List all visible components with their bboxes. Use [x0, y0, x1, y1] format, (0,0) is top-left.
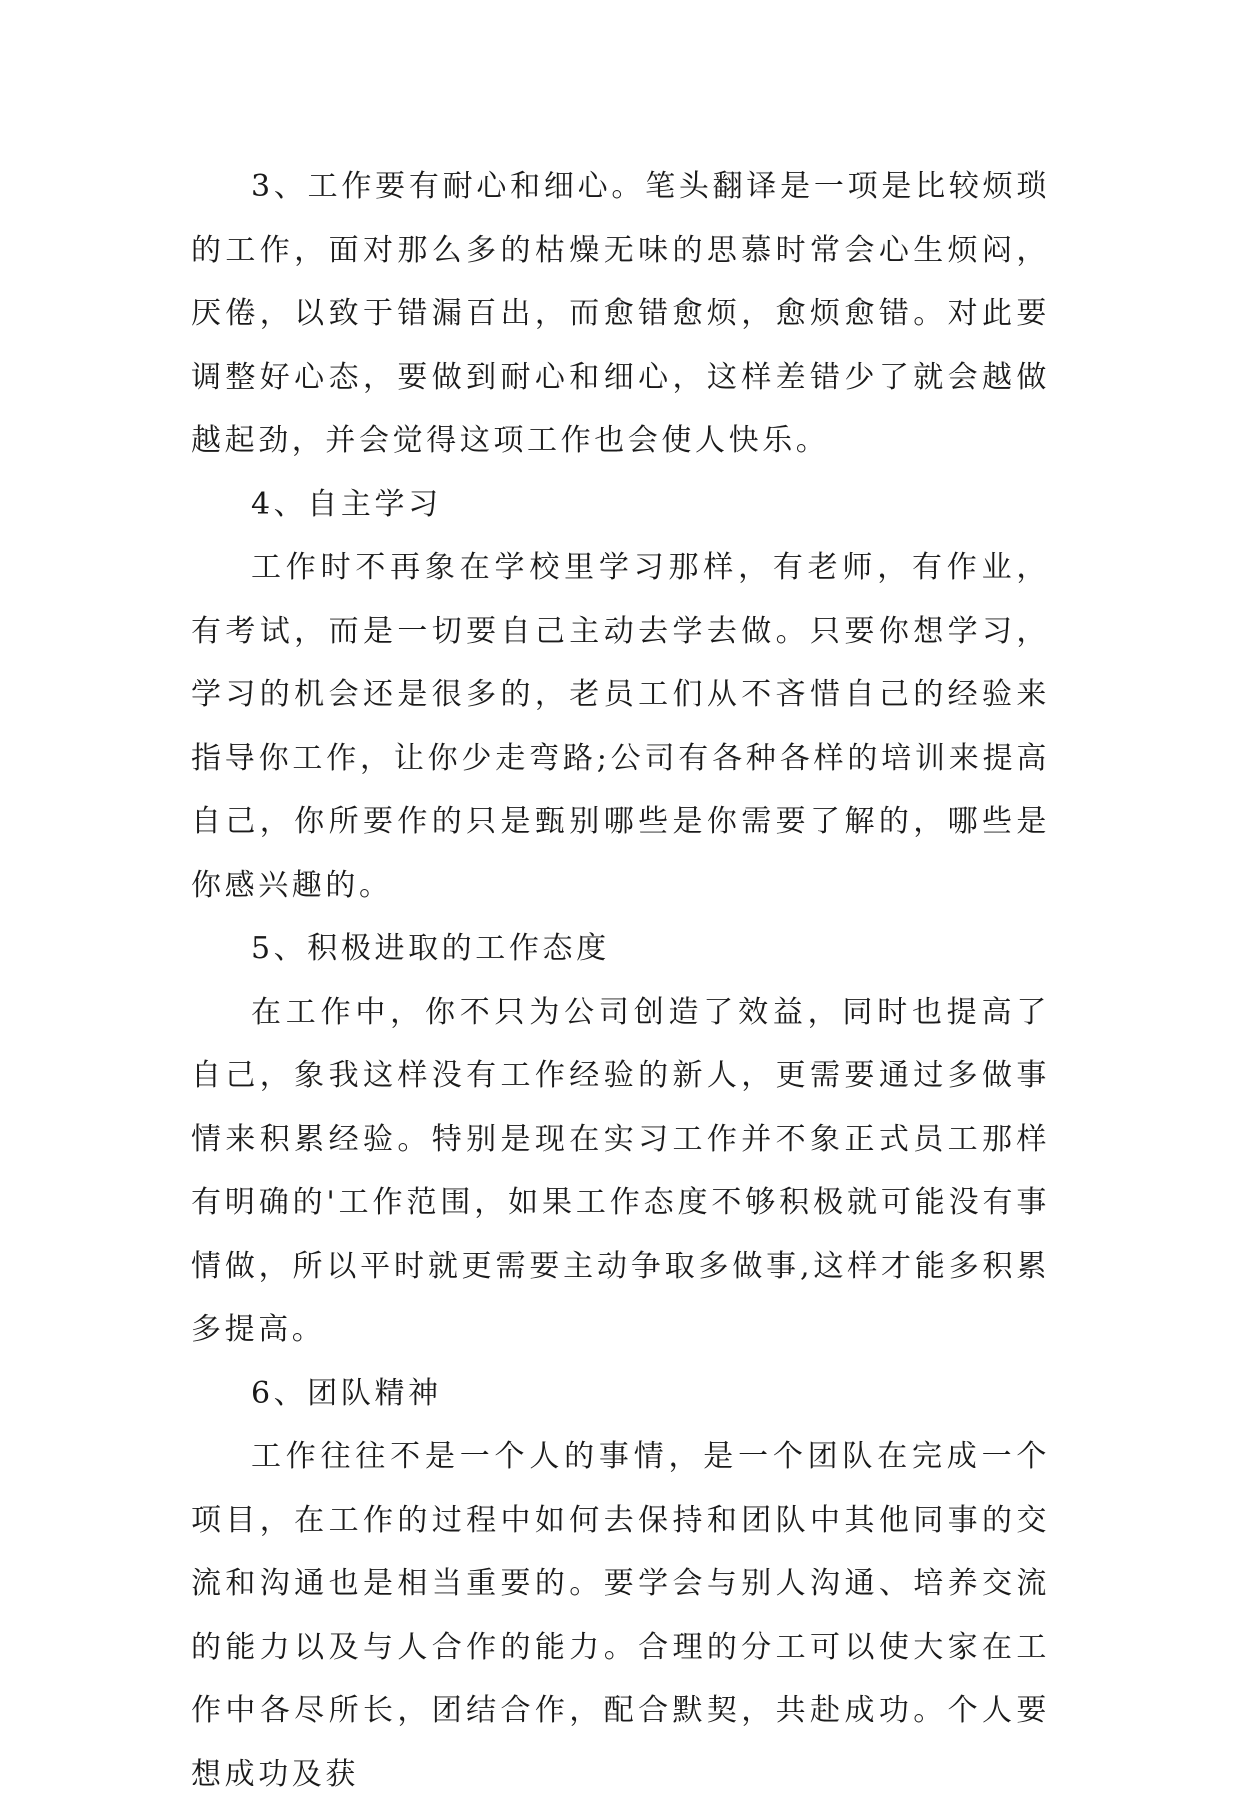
heading-team-spirit: 6、团队精神 [251, 1375, 442, 1411]
paragraph-patience: 3、工作要有耐心和细心。笔头翻译是一项是比较烦琐的工作，面对那么多的枯燥无味的思慕时常会心生烦闷，厌倦，以致于错漏百出，而愈错愈烦，愈烦愈错。对此要调整好心态，要做到耐心和细心，这样差错少了就会越做越起劲，并会觉得这项工作也会使人快乐。 [191, 169, 1050, 458]
paragraph-proactive-attitude: 在工作中，你不只为公司创造了效益，同时也提高了自己，象我这样没有工作经验的新人，更需要通过多做事情来积累经验。特别是现在实习工作并不象正式员工那样有明确的'工作范围，如果工作态度不够积极就可能没有事情做，所以平时就更需要主动争取多做事,这样才能多积累多提高。 [191, 994, 1050, 1347]
heading-proactive-attitude: 5、积极进取的工作态度 [251, 931, 610, 966]
heading-self-study: 4、自主学习 [251, 486, 442, 522]
document-page [191, 155, 1050, 1806]
paragraph-self-study: 工作时不再象在学校里学习那样，有老师，有作业，有考试，而是一切要自己主动去学去做。只要你想学习，学习的机会还是很多的，老员工们从不吝惜自己的经验来指导你工作，让你少走弯路;公司有各种各样的培训来提高自己，你所要作的只是甄别哪些是你需要了解的，哪些是你感兴趣的。 [191, 550, 1050, 903]
paragraph-team-spirit: 工作往往不是一个人的事情，是一个团队在完成一个项目，在工作的过程中如何去保持和团队中其他同事的交流和沟通也是相当重要的。要学会与别人沟通、培养交流的能力以及与人合作的能力。合理的分工可以使大家在工作中各尽所长，团结合作，配合默契，共赴成功。个人要想成功及获 [191, 1439, 1050, 1792]
